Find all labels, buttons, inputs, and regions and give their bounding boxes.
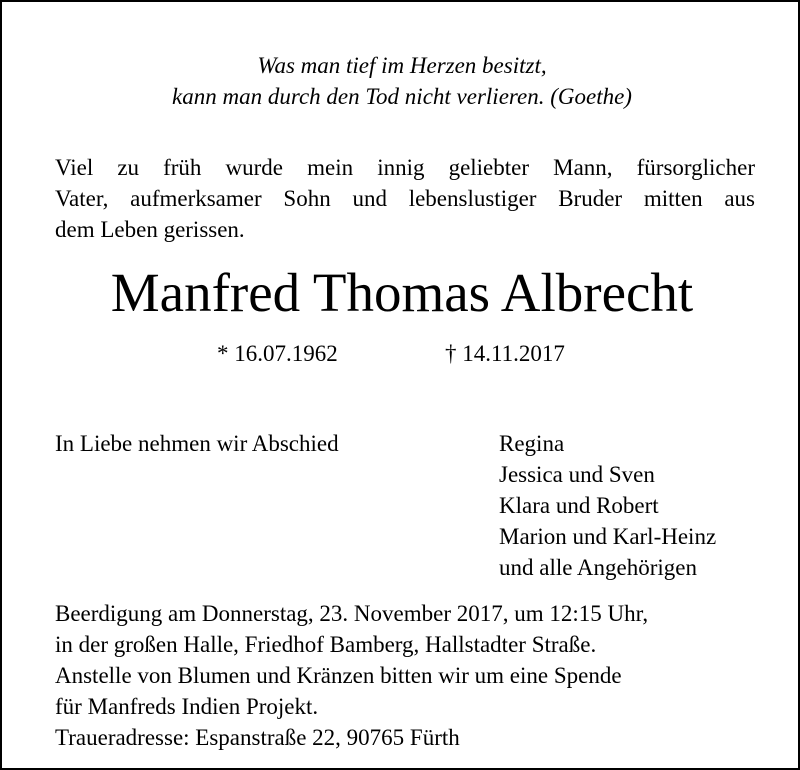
- funeral-line: Anstelle von Blumen und Kränzen bitten wir um eine Spende: [55, 663, 622, 688]
- intro-line: Vater, aufmerksamer Sohn und lebenslustiger Bruder mitten aus: [55, 186, 755, 211]
- funeral-line: für Manfreds Indien Projekt.: [55, 694, 319, 719]
- goethe-quote: [2, 50, 800, 112]
- quote-line: Was man tief im Herzen besitzt,: [257, 53, 547, 78]
- mourner-item: Marion und Karl-Heinz: [499, 524, 717, 549]
- funeral-line: Traueradresse: Espanstraße 22, 90765 Fürth: [55, 725, 460, 750]
- mourner-item: Klara und Robert: [499, 493, 659, 518]
- mourner-item: Jessica und Sven: [499, 462, 655, 487]
- deceased-name: Manfred Thomas Albrecht: [110, 262, 694, 323]
- mourners-list: [499, 428, 716, 583]
- mourner-item: und alle Angehörigen: [499, 555, 698, 580]
- farewell-text: In Liebe nehmen wir Abschied: [55, 431, 339, 456]
- funeral-line: Beerdigung am Donnerstag, 23. November 2017, um 12:15 Uhr,: [55, 601, 649, 626]
- quote-line: kann man durch den Tod nicht verlieren. (Goethe): [172, 84, 632, 109]
- birth-date: * 16.07.1962: [217, 341, 338, 366]
- intro-line: Viel zu früh wurde mein innig geliebter Mann, fürsorglicher: [55, 155, 755, 180]
- mourner-item: Regina: [499, 431, 565, 456]
- death-date: † 14.11.2017: [445, 341, 565, 366]
- intro-paragraph: [55, 152, 755, 245]
- intro-line: dem Leben gerissen.: [55, 217, 245, 242]
- funeral-details: [55, 598, 648, 753]
- funeral-line: in der großen Halle, Friedhof Bamberg, Hallstadter Straße.: [55, 632, 597, 657]
